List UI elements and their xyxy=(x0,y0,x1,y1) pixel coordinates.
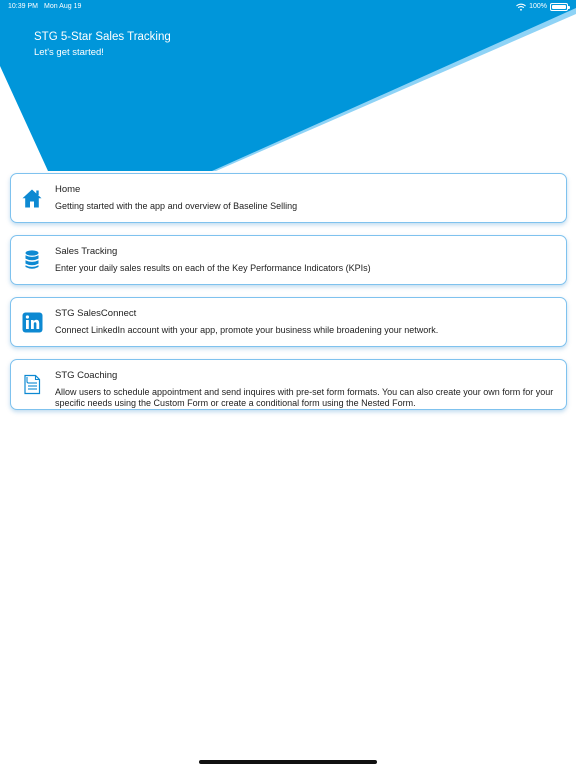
menu-card-description: Connect LinkedIn account with your app, promote your business while broadening your network. xyxy=(55,325,439,335)
header-banner xyxy=(0,0,576,180)
hero-subtitle: Let's get started! xyxy=(34,47,104,58)
menu-card-coaching[interactable] xyxy=(10,359,567,410)
battery-icon xyxy=(550,3,568,11)
menu-list xyxy=(10,173,567,422)
menu-card-title: Sales Tracking xyxy=(55,246,118,257)
status-time: 10:39 PM xyxy=(8,3,38,10)
menu-card-description: Allow users to schedule appointment and send inquires with pre-set form formats. You can also create your own form for your specific needs using the Custom Form or create a conditional form using the Nested Form. xyxy=(55,387,554,408)
menu-card-sales-tracking[interactable] xyxy=(10,235,567,285)
menu-card-title: STG SalesConnect xyxy=(55,308,137,319)
menu-card-description: Getting started with the app and overview of Baseline Selling xyxy=(55,201,298,211)
linkedin-icon xyxy=(21,311,43,333)
form-document-icon xyxy=(21,374,43,396)
status-bar xyxy=(0,0,576,14)
home-indicator[interactable] xyxy=(199,760,377,764)
menu-card-title: Home xyxy=(55,184,81,195)
status-date: Mon Aug 19 xyxy=(44,3,82,10)
battery-percent: 100% xyxy=(529,3,547,10)
home-icon xyxy=(21,187,43,209)
menu-card-description: Enter your daily sales results on each of the Key Performance Indicators (KPIs) xyxy=(55,263,371,273)
battery-level xyxy=(552,5,566,9)
wifi-icon xyxy=(516,3,526,11)
menu-card-salesconnect[interactable] xyxy=(10,297,567,347)
header-banner-fill xyxy=(0,0,576,171)
hero-title: STG 5-Star Sales Tracking xyxy=(34,31,171,43)
status-indicators xyxy=(516,0,568,14)
database-icon xyxy=(21,249,43,271)
menu-card-title: STG Coaching xyxy=(55,370,118,381)
menu-card-home[interactable] xyxy=(10,173,567,223)
